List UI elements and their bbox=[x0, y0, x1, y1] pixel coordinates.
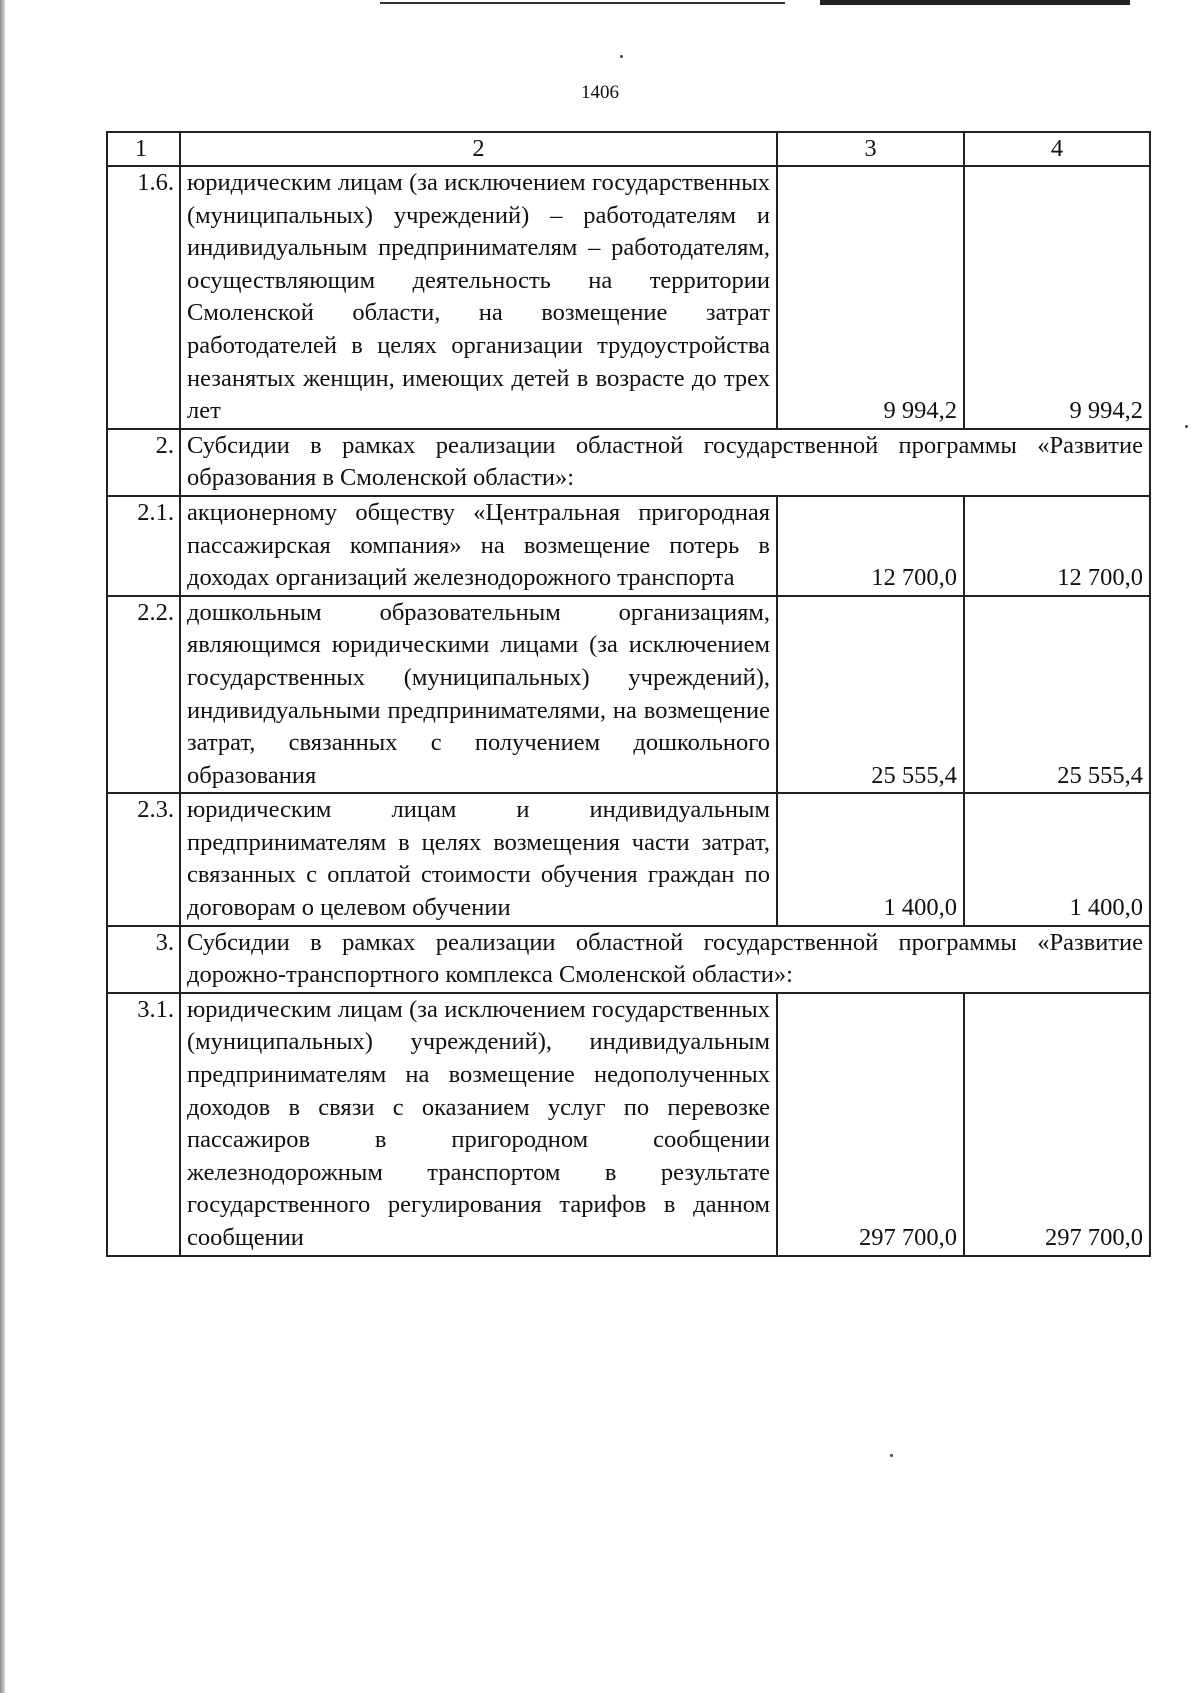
row-description: юридическим лицам (за исключением государственных (муниципальных) учреждений) – работодателям и индивидуальным предпринимателям – работодателям, осуществляющим деятельность на территории Смоленской области, на возмещение затрат работодателей в целях организации трудоустройства незанятых женщин, имеющих детей в возрасте до трех лет bbox=[180, 166, 777, 429]
row-number: 2.1. bbox=[107, 496, 180, 596]
row-number: 1.6. bbox=[107, 166, 180, 429]
row-number: 2.3. bbox=[107, 793, 180, 925]
header-rule-thick bbox=[820, 0, 1130, 5]
row-value-col4: 12 700,0 bbox=[964, 496, 1150, 596]
section-number: 2. bbox=[107, 429, 180, 496]
row-value-col3: 9 994,2 bbox=[777, 166, 964, 429]
table-row bbox=[107, 993, 1150, 1256]
row-number: 2.2. bbox=[107, 596, 180, 794]
table-row bbox=[107, 793, 1150, 925]
row-description: юридическим лицам (за исключением государственных (муниципальных) учреждений), индивидуальным предпринимателям на возмещение недополученных доходов в связи с оказанием услуг по перевозке пассажиров в пригородном сообщении железнодорожным транспортом в результате государственного регулирования тарифов в данном сообщении bbox=[180, 993, 777, 1256]
header-rule bbox=[380, 2, 785, 4]
header-col-3: 3 bbox=[777, 132, 964, 166]
row-value-col3: 12 700,0 bbox=[777, 496, 964, 596]
row-value-col4: 9 994,2 bbox=[964, 166, 1150, 429]
table-row bbox=[107, 166, 1150, 429]
row-value-col4: 1 400,0 bbox=[964, 793, 1150, 925]
row-value-col3: 1 400,0 bbox=[777, 793, 964, 925]
header-col-2: 2 bbox=[180, 132, 777, 166]
table-row bbox=[107, 496, 1150, 596]
row-value-col4: 25 555,4 bbox=[964, 596, 1150, 794]
row-value-col3: 25 555,4 bbox=[777, 596, 964, 794]
section-title: Субсидии в рамках реализации областной государственной программы «Развитие образования в Смоленской области»: bbox=[180, 429, 1150, 496]
scan-edge bbox=[0, 0, 5, 1693]
row-value-col3: 297 700,0 bbox=[777, 993, 964, 1256]
scan-speck bbox=[620, 55, 623, 58]
budget-table bbox=[106, 131, 1151, 1257]
row-description: дошкольным образовательным организациям, являющимся юридическими лицами (за исключением государственных (муниципальных) учреждений), индивидуальными предпринимателями, на возмещение затрат, связанных с получением дошкольного образования bbox=[180, 596, 777, 794]
table-header-row bbox=[107, 132, 1150, 166]
row-description: акционерному обществу «Центральная пригородная пассажирская компания» на возмещение потерь в доходах организаций железнодорожного транспорта bbox=[180, 496, 777, 596]
section-title: Субсидии в рамках реализации областной государственной программы «Развитие дорожно-транспортного комплекса Смоленской области»: bbox=[180, 926, 1150, 993]
section-number: 3. bbox=[107, 926, 180, 993]
section-row bbox=[107, 926, 1150, 993]
header-col-4: 4 bbox=[964, 132, 1150, 166]
row-value-col4: 297 700,0 bbox=[964, 993, 1150, 1256]
scan-speck bbox=[890, 1454, 893, 1457]
table-row bbox=[107, 596, 1150, 794]
row-description: юридическим лицам и индивидуальным предпринимателям в целях возмещения части затрат, связанных с оплатой стоимости обучения граждан по договорам о целевом обучении bbox=[180, 793, 777, 925]
page-number: 1406 bbox=[581, 82, 619, 103]
scan-speck bbox=[1185, 425, 1188, 428]
section-row bbox=[107, 429, 1150, 496]
row-number: 3.1. bbox=[107, 993, 180, 1256]
header-col-1: 1 bbox=[107, 132, 180, 166]
